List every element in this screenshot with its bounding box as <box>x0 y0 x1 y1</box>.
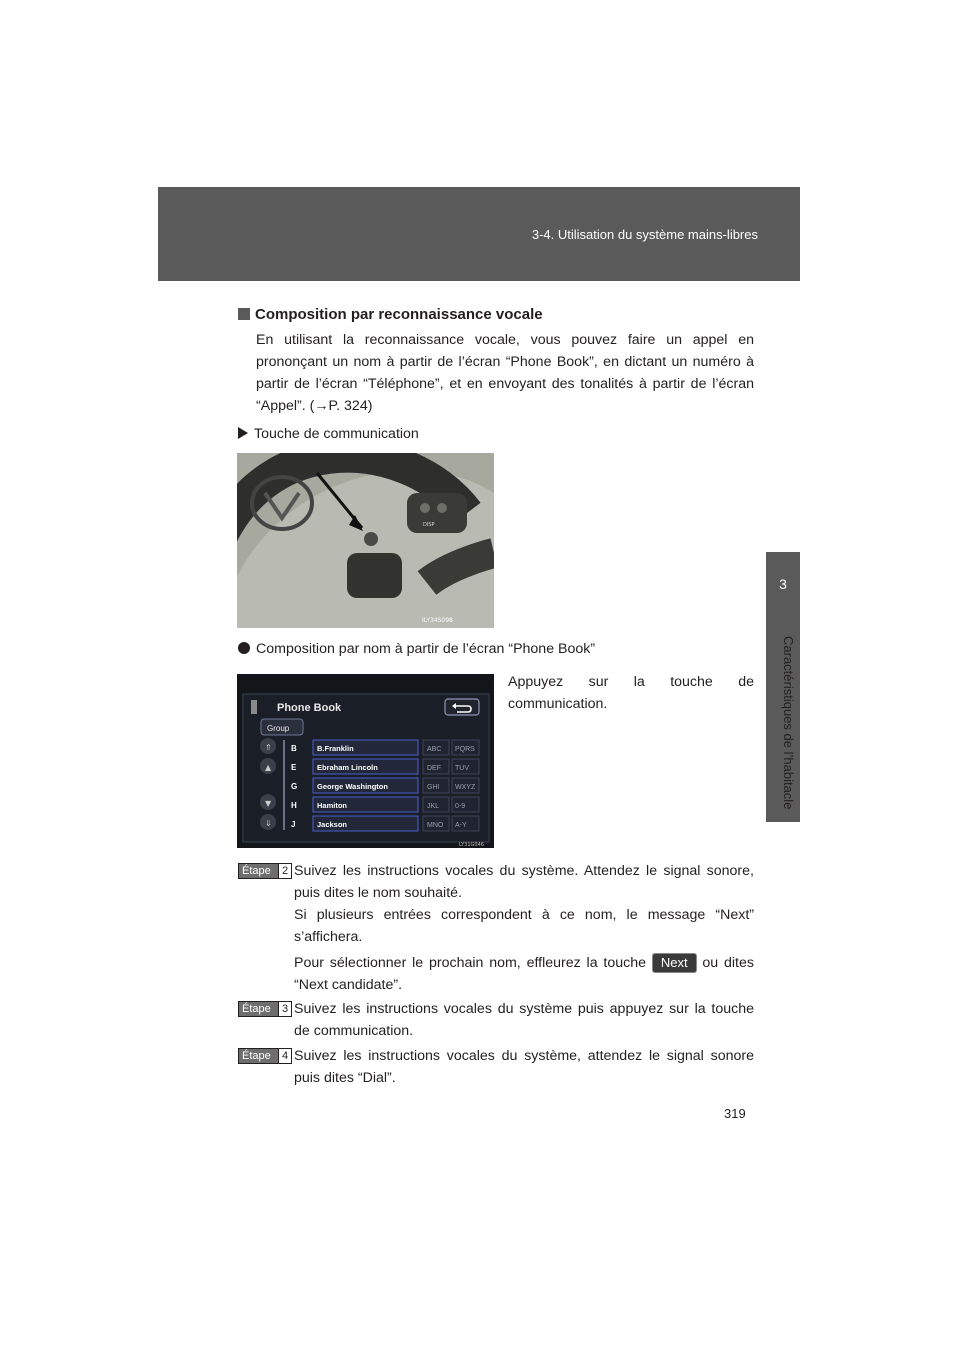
letter-key-button[interactable] <box>452 759 479 774</box>
steering-wheel-illustration <box>237 453 494 628</box>
step-2-line-1: Suivez les instructions vocales du système. Attendez le signal sonore, puis dites le nom souhaité. <box>294 863 754 901</box>
contact-name-button[interactable] <box>313 797 418 812</box>
talk-switch-caption: Touche de communication <box>254 426 419 442</box>
chapter-title: 3-4. Utilisation du système mains-libres <box>531 227 758 242</box>
letter-key-label: ABC <box>427 746 442 753</box>
step-2-label <box>238 863 292 879</box>
step-3-label <box>238 1001 292 1017</box>
step-2-line-3-before: Pour sélectionner le prochain nom, effleurez la touche <box>294 955 647 971</box>
phone-book-screen <box>237 674 494 848</box>
letter-key-button[interactable] <box>423 816 449 831</box>
step-word: Étape <box>239 864 278 878</box>
method-title: Composition par nom à partir de l’écran “Phone Book” <box>256 641 596 657</box>
circle-bullet-icon <box>238 642 250 654</box>
letter-key-label: A-Y <box>455 822 467 829</box>
contact-name: Ebraham Lincoln <box>317 763 378 772</box>
letter-key-label: WXYZ <box>455 784 476 791</box>
contact-name-button[interactable] <box>313 740 418 755</box>
letter-key-button[interactable] <box>423 797 449 812</box>
letter-key-label: DEF <box>427 765 441 772</box>
step-4-label <box>238 1048 292 1064</box>
phone-book-display <box>237 674 494 848</box>
letter-key-label: TUV <box>455 765 469 772</box>
intro-paragraph: En utilisant la reconnaissance vocale, vous pouvez faire un appel en prononçant un nom à partir de l’écran “Phone Book”, en dictant un numéro à partir de l’écran “Téléphone”, et en envoyant des tonalités à partir de l’écran “Appel”. (→P. 324) <box>256 332 754 414</box>
square-bullet-icon <box>238 308 250 320</box>
side-tab-label: Caractéristiques de l’habitacle <box>781 636 796 810</box>
step-3-text: Suivez les instructions vocales du système puis appuyez sur la touche de communication. <box>294 1001 754 1039</box>
contact-name-button[interactable] <box>313 816 418 831</box>
letter-key-button[interactable] <box>452 816 479 831</box>
step-number: 3 <box>278 1002 291 1016</box>
letter-key-label: 0-9 <box>455 803 466 810</box>
step-number: 2 <box>278 864 291 878</box>
step-1-text: Appuyez sur la touche de communication. <box>508 674 754 712</box>
step-word: Étape <box>239 1002 278 1016</box>
step-2-line-2: Si plusieurs entrées correspondent à ce nom, le message “Next” s’affichera. <box>294 907 754 945</box>
section-heading <box>238 306 543 323</box>
letter-key-button[interactable] <box>423 778 449 793</box>
step-2-line-3 <box>294 952 754 996</box>
index-letter: H <box>291 801 297 810</box>
scroll-up-button[interactable] <box>260 758 276 774</box>
next-button[interactable]: Next <box>652 953 697 973</box>
index-letter: G <box>291 782 298 791</box>
contact-name: Hamiton <box>317 801 347 810</box>
letter-key-button[interactable] <box>423 740 449 755</box>
step-2-text <box>294 860 754 996</box>
contact-name: George Washington <box>317 782 388 791</box>
contact-name: Jackson <box>317 820 348 829</box>
up-icon: ▲ <box>265 763 272 772</box>
step-2-line-3-after: ou dites “Next candidate”. <box>294 955 754 993</box>
letter-key-label: JKL <box>427 803 440 810</box>
scroll-top-button[interactable] <box>260 738 276 754</box>
group-tab-label: Group <box>267 724 290 733</box>
letter-key-button[interactable] <box>452 797 479 812</box>
header-bar <box>158 187 800 281</box>
triangle-bullet-icon <box>238 427 248 439</box>
letter-key-button[interactable] <box>452 740 479 755</box>
step-number: 4 <box>278 1049 291 1063</box>
scroll-down-button[interactable] <box>260 794 276 810</box>
page-number: 319 <box>724 1106 746 1121</box>
contact-name-button[interactable] <box>313 759 418 774</box>
scroll-bottom-button[interactable] <box>260 814 276 830</box>
method-title-line <box>238 638 595 660</box>
screen-title: Phone Book <box>277 702 342 714</box>
index-letter: B <box>291 744 297 753</box>
down-icon: ▼ <box>265 799 272 808</box>
index-letter: E <box>291 763 297 772</box>
svg-text:DISP: DISP <box>423 522 435 528</box>
section-heading-text: Composition par reconnaissance vocale <box>255 306 543 323</box>
talk-switch-caption-line <box>238 423 419 445</box>
contact-name-button[interactable] <box>313 778 418 793</box>
letter-key-label: PQRS <box>455 746 475 753</box>
letter-key-label: GHI <box>427 784 440 791</box>
steering-wheel-photo <box>237 453 494 628</box>
step-4-text: Suivez les instructions vocales du système, attendez le signal sonore puis dites “Dial”. <box>294 1048 754 1086</box>
letter-key-label: MNO <box>427 822 444 829</box>
side-tab-number: 3 <box>779 576 787 592</box>
contact-name: B.Franklin <box>317 744 354 753</box>
letter-key-button[interactable] <box>423 759 449 774</box>
step-word: Étape <box>239 1049 278 1063</box>
back-button[interactable] <box>445 699 479 715</box>
photo-code: ILY34S098 <box>422 617 453 624</box>
group-tab[interactable] <box>261 719 303 735</box>
screen-code: LY31G046 <box>459 842 484 848</box>
double-up-icon: ⇑ <box>265 743 272 752</box>
index-letter: J <box>291 820 296 829</box>
double-down-icon: ⇓ <box>265 819 272 828</box>
letter-key-button[interactable] <box>452 778 479 793</box>
